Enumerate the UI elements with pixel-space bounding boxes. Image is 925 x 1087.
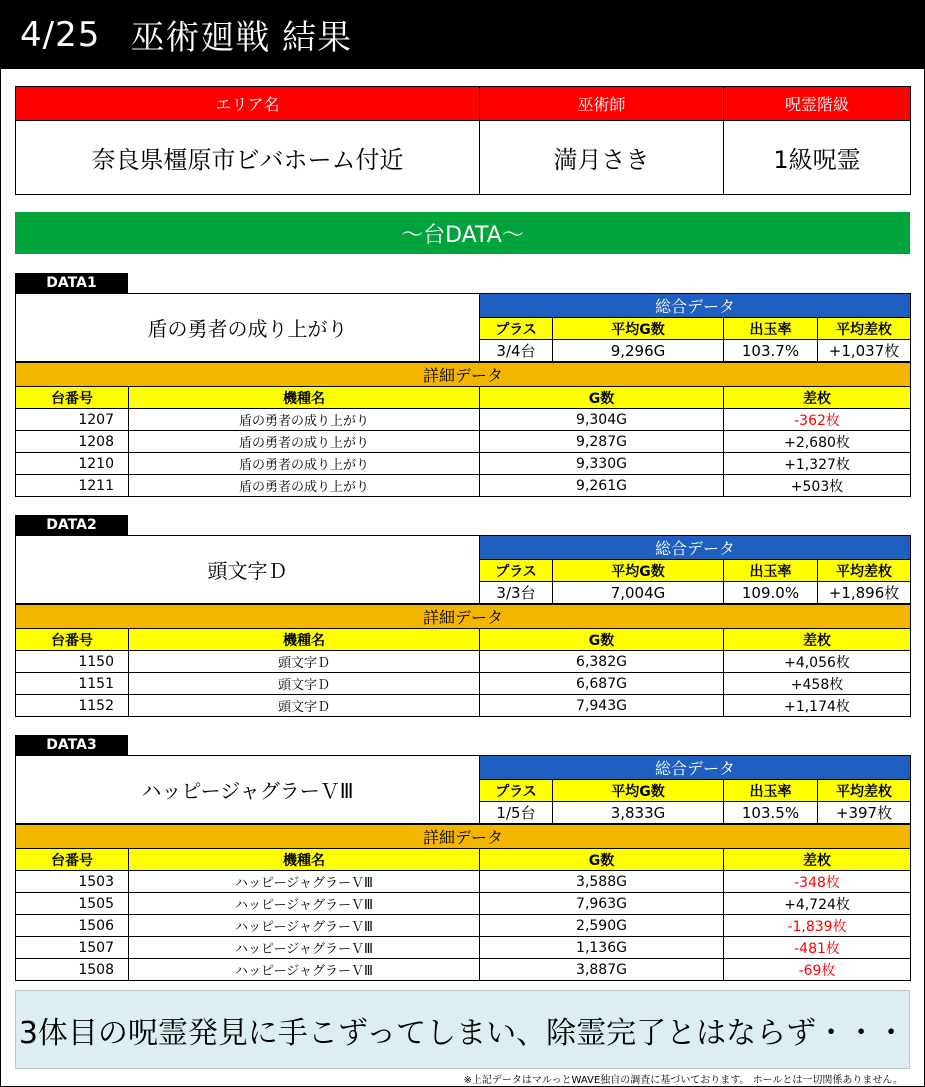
info-table [15,86,911,195]
diff-value: +1,174枚 [724,695,911,717]
machine-name-header: 機種名 [129,849,480,871]
g-count: 2,590G [480,915,724,937]
machine-no-header: 台番号 [16,849,129,871]
plus-value: 1/5台 [480,802,553,824]
table-row [16,937,911,959]
data-tag: DATA1 [15,273,128,293]
payout-header: 出玉率 [724,780,818,802]
section-title: ～台DATA～ [15,212,910,254]
machine-name: ハッピージャグラーＶⅢ [129,915,480,937]
data-tag: DATA2 [15,515,128,535]
plus-header: プラス [480,780,553,802]
avg-diff-value: +1,037枚 [818,340,911,362]
diff-value: +1,327枚 [724,453,911,475]
summary-header: 総合データ [480,294,911,318]
table-row [16,673,911,695]
machine-name: 頭文字Ｄ [129,695,480,717]
g-count-header: G数 [480,387,724,409]
machine-no: 1150 [16,651,129,673]
diff-header: 差枚 [724,387,911,409]
diff-value: +503枚 [724,475,911,497]
machine-name: 盾の勇者の成り上がり [129,409,480,431]
plus-value: 3/4台 [480,340,553,362]
machine-no: 1151 [16,673,129,695]
caster-header: 巫術師 [480,87,724,121]
area-value: 奈良県橿原市ビバホーム付近 [16,121,480,195]
machine-name: ハッピージャグラーＶⅢ [129,893,480,915]
caster-value: 満月さき [480,121,724,195]
plus-header: プラス [480,560,553,582]
detail-table [15,362,911,497]
g-count: 9,261G [480,475,724,497]
machine-no-header: 台番号 [16,387,129,409]
data-block-2 [15,515,910,717]
machine-no: 1508 [16,959,129,981]
machine-no-header: 台番号 [16,629,129,651]
diff-value: +4,724枚 [724,893,911,915]
g-count: 6,382G [480,651,724,673]
diff-value: +4,056枚 [724,651,911,673]
payout-value: 103.7% [724,340,818,362]
title-bar [0,0,925,69]
machine-no: 1507 [16,937,129,959]
payout-header: 出玉率 [724,318,818,340]
machine-no: 1505 [16,893,129,915]
g-count: 9,330G [480,453,724,475]
footnote: ※上記データはマルっとWAVE独自の調査に基づいております。 ホールとは一切関係ありません。 [463,1075,903,1086]
machine-no: 1503 [16,871,129,893]
machine-name-header: 機種名 [129,629,480,651]
avg-g-value: 3,833G [553,802,724,824]
g-count-header: G数 [480,629,724,651]
avg-g-header: 平均G数 [553,560,724,582]
machine-name: 頭文字Ｄ [129,651,480,673]
area-header: エリア名 [16,87,480,121]
data-block-1 [15,273,910,497]
table-row [16,871,911,893]
rank-header: 呪霊階級 [724,87,911,121]
payout-value: 109.0% [724,582,818,604]
machine-name: 盾の勇者の成り上がり [129,431,480,453]
avg-diff-header: 平均差枚 [818,318,911,340]
machine-no: 1208 [16,431,129,453]
machine-no: 1211 [16,475,129,497]
avg-diff-value: +1,896枚 [818,582,911,604]
machine-name: 頭文字Ｄ [129,673,480,695]
avg-g-value: 7,004G [553,582,724,604]
g-count: 7,943G [480,695,724,717]
diff-value: -1,839枚 [724,915,911,937]
summary-table [15,293,911,362]
diff-value: -348枚 [724,871,911,893]
table-row [16,959,911,981]
table-row [16,453,911,475]
diff-header: 差枚 [724,849,911,871]
g-count: 1,136G [480,937,724,959]
summary-table [15,755,911,824]
avg-diff-header: 平均差枚 [818,560,911,582]
diff-value: +458枚 [724,673,911,695]
machine-name: ハッピージャグラーＶⅢ [129,871,480,893]
g-count: 9,304G [480,409,724,431]
table-row [16,431,911,453]
machine-title: ハッピージャグラーＶⅢ [16,756,480,824]
g-count: 3,588G [480,871,724,893]
avg-diff-header: 平均差枚 [818,780,911,802]
plus-value: 3/3台 [480,582,553,604]
detail-header: 詳細データ [16,363,911,387]
avg-diff-value: +397枚 [818,802,911,824]
diff-value: -481枚 [724,937,911,959]
g-count: 3,887G [480,959,724,981]
g-count: 6,687G [480,673,724,695]
machine-title: 盾の勇者の成り上がり [16,294,480,362]
detail-header: 詳細データ [16,605,911,629]
summary-header: 総合データ [480,536,911,560]
summary-table [15,535,911,604]
machine-name: ハッピージャグラーＶⅢ [129,959,480,981]
data-block-3 [15,735,910,981]
avg-g-value: 9,296G [553,340,724,362]
detail-table [15,824,911,981]
table-row [16,893,911,915]
table-row [16,915,911,937]
machine-no: 1210 [16,453,129,475]
detail-header: 詳細データ [16,825,911,849]
machine-name: 盾の勇者の成り上がり [129,475,480,497]
table-row [16,409,911,431]
diff-value: -362枚 [724,409,911,431]
diff-value: +2,680枚 [724,431,911,453]
table-row [16,695,911,717]
machine-name: 盾の勇者の成り上がり [129,453,480,475]
machine-no: 1207 [16,409,129,431]
avg-g-header: 平均G数 [553,780,724,802]
g-count: 9,287G [480,431,724,453]
machine-title: 頭文字Ｄ [16,536,480,604]
machine-no: 1506 [16,915,129,937]
detail-table [15,604,911,717]
avg-g-header: 平均G数 [553,318,724,340]
payout-header: 出玉率 [724,560,818,582]
summary-header: 総合データ [480,756,911,780]
plus-header: プラス [480,318,553,340]
payout-value: 103.5% [724,802,818,824]
data-tag: DATA3 [15,735,128,755]
machine-name-header: 機種名 [129,387,480,409]
rank-value: 1級呪霊 [724,121,911,195]
page-title: 巫術廻戦 結果 [130,18,353,58]
diff-value: -69枚 [724,959,911,981]
table-row [16,475,911,497]
table-row [16,651,911,673]
machine-name: ハッピージャグラーＶⅢ [129,937,480,959]
g-count-header: G数 [480,849,724,871]
machine-no: 1152 [16,695,129,717]
diff-header: 差枚 [724,629,911,651]
page-date: 4/25 [20,14,101,55]
result-comment: 3体目の呪霊発見に手こずってしまい、除霊完了とはならず・・・ [15,990,910,1069]
g-count: 7,963G [480,893,724,915]
